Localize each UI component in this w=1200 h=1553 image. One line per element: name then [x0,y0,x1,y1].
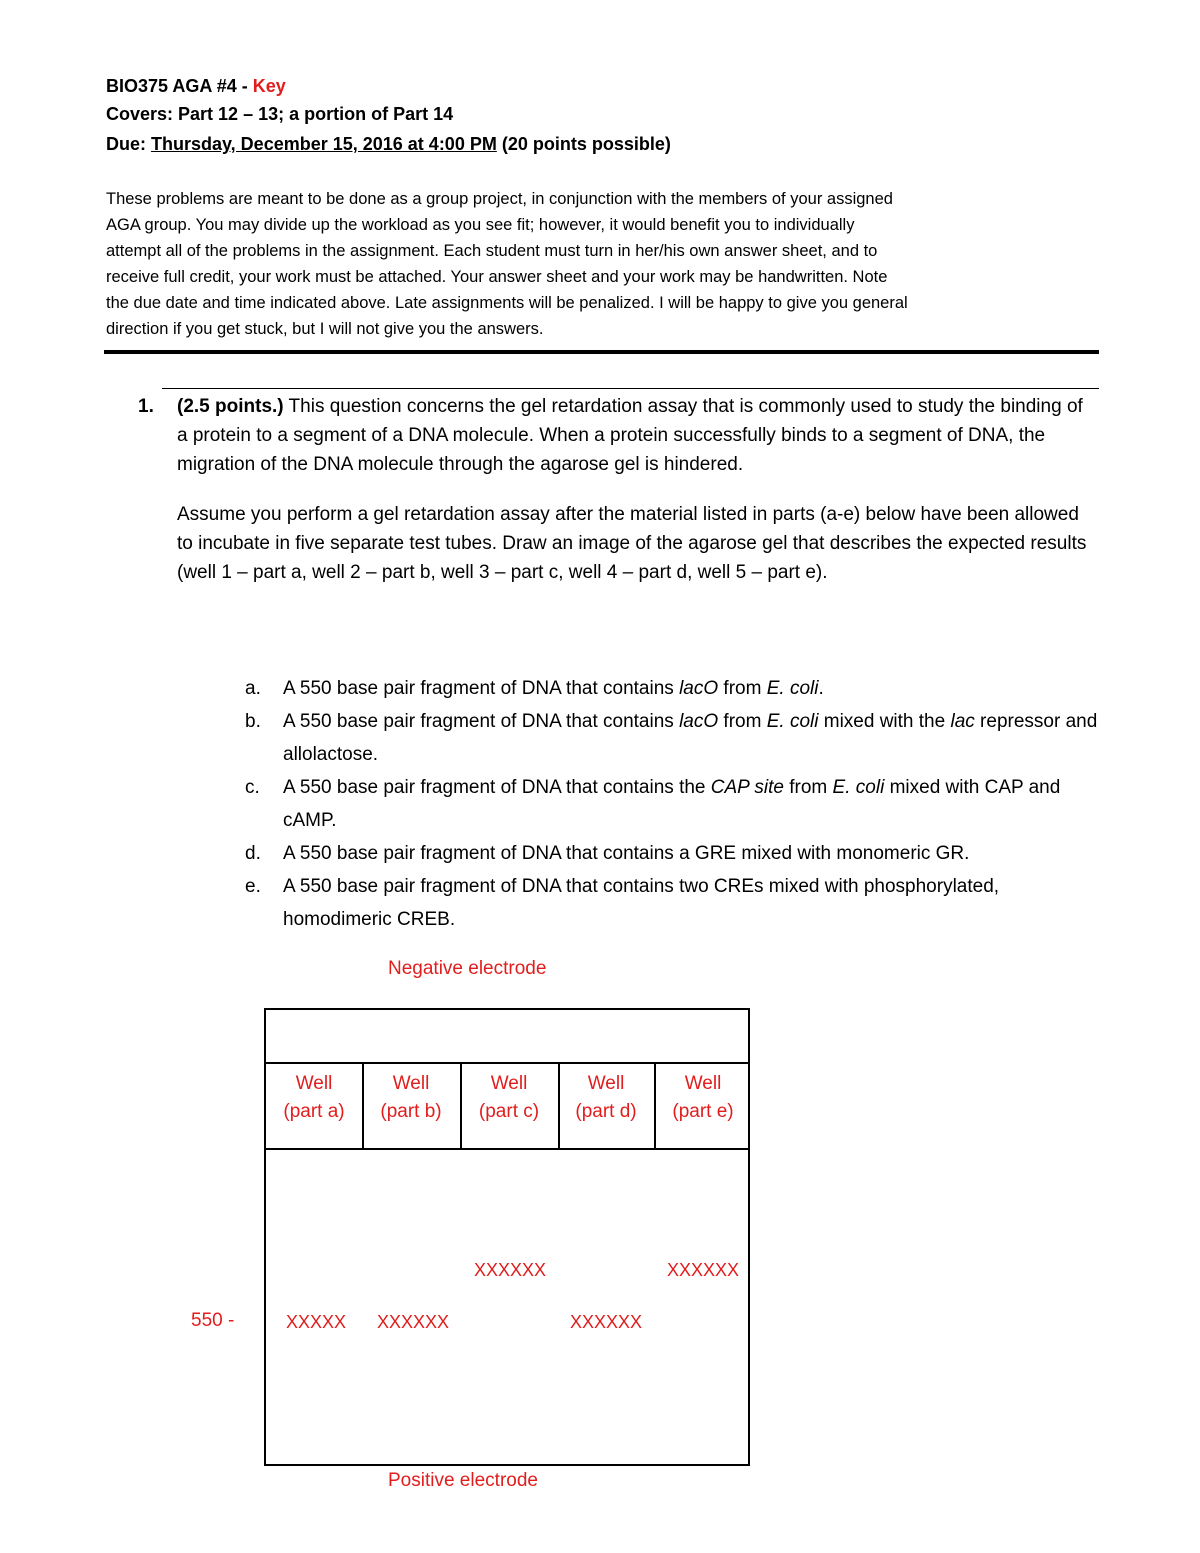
band-part-b: XXXXXX [377,1312,450,1332]
section-divider-thin [162,388,1099,389]
well-part-d [558,1070,654,1126]
band-part-a: XXXXX [286,1312,347,1332]
instructions-line: These problems are meant to be done as a group project, in conjunction with the members of your assigned [106,190,893,208]
part-item [245,837,1105,870]
part-item [245,705,1105,771]
key-label: Key [252,76,286,96]
part-label: a. [245,678,261,699]
due-date: Thursday, December 15, 2016 at 4:00 PM [151,134,497,154]
part-text-italic: lac [950,711,975,732]
question-points: (2.5 points.) [177,396,284,417]
well-part-label: (part d) [575,1101,637,1122]
well-part-b [363,1070,459,1126]
agarose-gel [264,1008,750,1466]
part-text-segment: A 550 base pair fragment of DNA that contains two CREs mixed with phosphorylated, homodimeric CREB. [283,876,1000,930]
part-text-italic: CAP site [710,777,784,798]
instructions-line: AGA group. You may divide up the workload as you see fit; however, it would benefit you to individually [106,216,855,234]
part-text-segment: A 550 base pair fragment of DNA that contains [283,678,680,699]
positive-electrode-label: Positive electrode [388,1470,538,1491]
instructions-line: the due date and time indicated above. Late assignments will be penalized. I will be happy to give you general [106,294,908,312]
well-part-e [655,1070,751,1126]
well-label: Well [295,1073,333,1094]
part-text-segment: mixed with CAP and cAMP. [283,777,1061,831]
size-marker-550: 550 - [191,1310,235,1331]
part-text-segment: A 550 base pair fragment of DNA that contains a GRE mixed with monomeric GR. [283,843,970,864]
question-intro [177,392,1098,479]
gel-well-row-top-border [266,1062,748,1064]
instructions-line: receive full credit, your work must be attached. Your answer sheet and your work may be handwritten. Note [106,268,888,286]
course-id: BIO375 AGA #4 - [106,76,253,96]
part-text-segment: from [783,777,833,798]
part-text-segment: mixed with the [818,711,951,732]
instructions-paragraph [106,186,1096,342]
well-part-a [266,1070,362,1126]
question-text-2: Assume you perform a gel retardation assay after the material listed in parts (a-e) below have been allowed to incubate in five separate test tubes. Draw an image of the agarose gel that describes the expected results (well 1 – part a, well 2 – part b, well 3 – part c, well 4 – part d, well 5 – part e). [177,504,1087,583]
well-part-c [461,1070,557,1126]
part-text-segment: A 550 base pair fragment of DNA that contains [283,711,680,732]
due-label: Due: [106,134,151,154]
well-part-label: (part a) [283,1101,345,1122]
negative-electrode-label: Negative electrode [388,958,547,979]
part-text [283,870,1105,936]
part-text [283,672,1105,705]
part-item [245,870,1105,936]
covers-line: Covers: Part 12 – 13; a portion of Part 14 [106,104,454,124]
part-label: e. [245,876,261,897]
part-text [283,705,1105,771]
part-item [245,771,1105,837]
part-text [283,837,1105,870]
part-text-italic: E. coli [832,777,885,798]
part-text [283,771,1105,837]
part-label: b. [245,711,261,732]
gel-well-row-bottom-border [266,1148,748,1150]
instructions-line: direction if you get stuck, but I will not give you the answers. [106,320,544,338]
well-part-label: (part b) [380,1101,442,1122]
well-label: Well [684,1073,722,1094]
well-label: Well [490,1073,528,1094]
part-text-segment: from [718,678,767,699]
part-text-italic: E. coli [766,711,819,732]
part-label: c. [245,777,260,798]
part-text-italic: lacO [679,678,719,699]
part-item [245,672,1105,705]
band-part-d: XXXXXX [570,1312,643,1332]
due-line [106,132,671,156]
part-text-segment: A 550 base pair fragment of DNA that contains the [283,777,711,798]
points-possible: (20 points possible) [496,134,671,154]
part-text-segment: . [818,678,824,699]
question-number: 1. [138,396,154,417]
part-text-italic: E. coli [766,678,819,699]
band-part-c: XXXXXX [474,1260,547,1280]
question-1 [138,392,1098,608]
section-divider-thick [104,350,1099,354]
parts-list [245,672,1105,936]
well-label: Well [587,1073,625,1094]
assignment-title [106,74,286,98]
well-part-label: (part e) [672,1101,734,1122]
well-label: Well [392,1073,430,1094]
part-label: d. [245,843,261,864]
part-text-italic: lacO [679,711,719,732]
band-part-e: XXXXXX [667,1260,740,1280]
part-text-segment: repressor and allolactose. [283,711,1098,765]
well-part-label: (part c) [478,1101,540,1122]
instructions-line: attempt all of the problems in the assignment. Each student must turn in her/his own answer sheet, and to [106,242,878,260]
question-text-1: This question concerns the gel retardation assay that is commonly used to study the binding of a protein to a segment of a DNA molecule. When a protein successfully binds to a segment of DNA, the migration of the DNA molecule through the agarose gel is hindered. [177,396,1083,475]
part-text-segment: from [718,711,767,732]
